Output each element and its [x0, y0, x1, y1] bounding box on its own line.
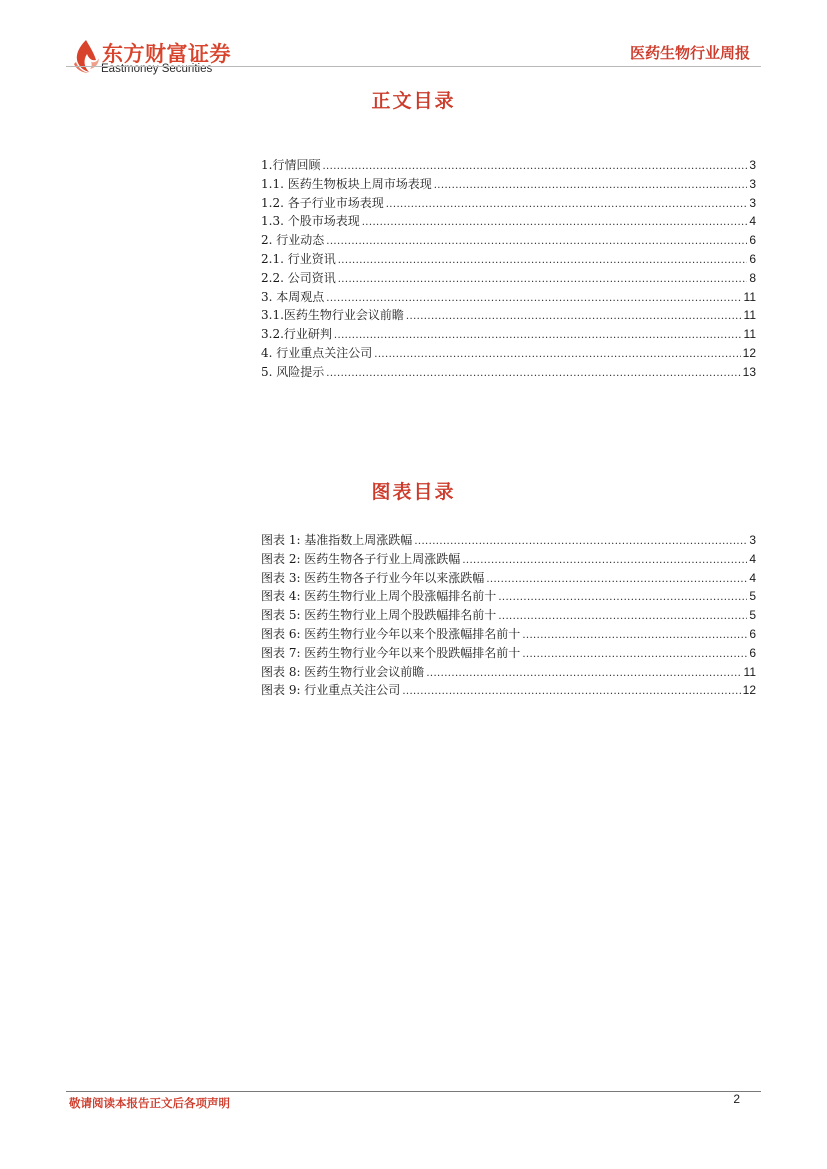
figure-entry-page: 6	[749, 645, 756, 660]
dot-leader	[402, 683, 740, 702]
dot-leader	[334, 327, 742, 346]
toc-entry-label: 1.3. 个股市场表现	[261, 214, 360, 229]
dot-leader	[406, 308, 742, 327]
toc-entry[interactable]	[261, 250, 756, 269]
toc-entry[interactable]	[261, 325, 756, 344]
toc-entry[interactable]	[261, 363, 756, 382]
toc-entry[interactable]	[261, 288, 756, 307]
dot-leader	[338, 252, 748, 271]
dot-leader	[434, 177, 748, 196]
toc-entry-label: 2. 行业动态	[261, 233, 325, 248]
toc-entry-page: 11	[743, 327, 756, 342]
figure-entry[interactable]	[261, 625, 756, 644]
figure-entry-page: 12	[742, 683, 756, 698]
dot-leader	[386, 196, 748, 215]
toc-entry[interactable]	[261, 175, 756, 194]
toc-entry-label: 1.行情回顾	[261, 158, 321, 172]
toc-entry[interactable]	[261, 269, 756, 288]
toc-entry-label: 2.1. 行业资讯	[261, 251, 336, 266]
figure-entry-label: 图表 5: 医药生物行业上周个股跌幅排名前十	[261, 608, 497, 623]
dot-leader	[498, 608, 747, 627]
figure-entry-label: 图表 7: 医药生物行业今年以来个股跌幅排名前十	[261, 645, 521, 660]
toc-entry[interactable]	[261, 194, 756, 213]
company-logo	[72, 38, 242, 78]
figure-entry-label: 图表 6: 医药生物行业今年以来个股涨幅排名前十	[261, 626, 521, 641]
toc-entry-page: 11	[743, 308, 756, 323]
toc-entry-page: 3	[749, 195, 756, 210]
figure-entry-page: 5	[749, 608, 756, 623]
toc-entry-label: 3.2.行业研判	[261, 327, 332, 342]
dot-leader	[486, 571, 747, 590]
figure-entry-page: 6	[749, 626, 756, 641]
figure-entry-page: 4	[749, 551, 756, 566]
figure-entry-label: 图表 1: 基准指数上周涨跌幅	[261, 533, 413, 547]
toc-entry-label: 4. 行业重点关注公司	[261, 345, 373, 360]
report-type-title: 医药生物行业周报	[629, 44, 750, 62]
figure-entry-label: 图表 8: 医药生物行业会议前瞻	[261, 664, 425, 679]
toc-entry-label: 2.2. 公司资讯	[261, 270, 336, 285]
dot-leader	[362, 214, 748, 233]
toc-entry[interactable]	[261, 344, 756, 363]
toc-entry-page: 3	[749, 158, 756, 172]
figure-entry-label: 图表 4: 医药生物行业上周个股涨幅排名前十	[261, 589, 497, 604]
page-number: 2	[733, 1092, 740, 1106]
dot-leader	[414, 533, 747, 552]
toc-entry-page: 13	[742, 364, 756, 379]
toc-entry-page: 8	[749, 270, 756, 285]
dot-leader	[326, 365, 740, 384]
footer-disclaimer: 敬请阅读本报告正文后各项声明	[69, 1096, 230, 1110]
footer-divider	[66, 1091, 761, 1092]
figure-list-heading: 图表目录	[371, 481, 456, 503]
toc-entry[interactable]	[261, 231, 756, 250]
flame-logo-icon	[72, 38, 102, 74]
figure-entry[interactable]	[261, 531, 756, 550]
toc-entry-page: 6	[749, 251, 756, 266]
toc-entry-page: 11	[743, 289, 756, 304]
dot-leader	[498, 589, 747, 608]
dot-leader	[522, 646, 747, 665]
figure-entry-label: 图表 9: 行业重点关注公司	[261, 683, 401, 698]
toc-entry-label: 3. 本周观点	[261, 289, 325, 304]
toc-entry-page: 6	[749, 233, 756, 248]
table-of-contents	[261, 156, 756, 382]
toc-entry-page: 12	[742, 345, 756, 360]
dot-leader	[338, 271, 748, 290]
toc-entry-page: 4	[749, 214, 756, 229]
figure-entry[interactable]	[261, 606, 756, 625]
toc-entry[interactable]	[261, 212, 756, 231]
logo-english-name: Eastmoney Securities	[101, 63, 213, 75]
toc-entry[interactable]	[261, 156, 756, 175]
figure-entry[interactable]	[261, 587, 756, 606]
header-divider	[66, 66, 761, 67]
toc-entry[interactable]	[261, 306, 756, 325]
toc-entry-label: 1.2. 各子行业市场表现	[261, 195, 384, 210]
figure-entry[interactable]	[261, 681, 756, 700]
dot-leader	[522, 627, 747, 646]
figure-entry-page: 5	[749, 589, 756, 604]
figure-entry-label: 图表 3: 医药生物各子行业今年以来涨跌幅	[261, 570, 485, 585]
figure-entry-label: 图表 2: 医药生物各子行业上周涨跌幅	[261, 551, 461, 566]
logo-chinese-name: 东方财富证券	[102, 42, 231, 66]
figure-entry[interactable]	[261, 550, 756, 569]
figure-entry-page: 11	[743, 664, 756, 679]
toc-entry-label: 1.1. 医药生物板块上周市场表现	[261, 176, 432, 191]
figure-entry-page: 3	[749, 533, 756, 547]
figure-entry[interactable]	[261, 569, 756, 588]
dot-leader	[326, 233, 747, 252]
toc-heading: 正文目录	[371, 90, 456, 112]
dot-leader	[374, 346, 740, 365]
toc-entry-page: 3	[749, 176, 756, 191]
figure-entry-page: 4	[749, 570, 756, 585]
figure-entry[interactable]	[261, 663, 756, 682]
dot-leader	[426, 665, 741, 684]
toc-entry-label: 5. 风险提示	[261, 364, 325, 379]
toc-entry-label: 3.1.医药生物行业会议前瞻	[261, 308, 404, 323]
list-of-figures	[261, 531, 756, 700]
figure-entry[interactable]	[261, 644, 756, 663]
dot-leader	[462, 552, 747, 571]
